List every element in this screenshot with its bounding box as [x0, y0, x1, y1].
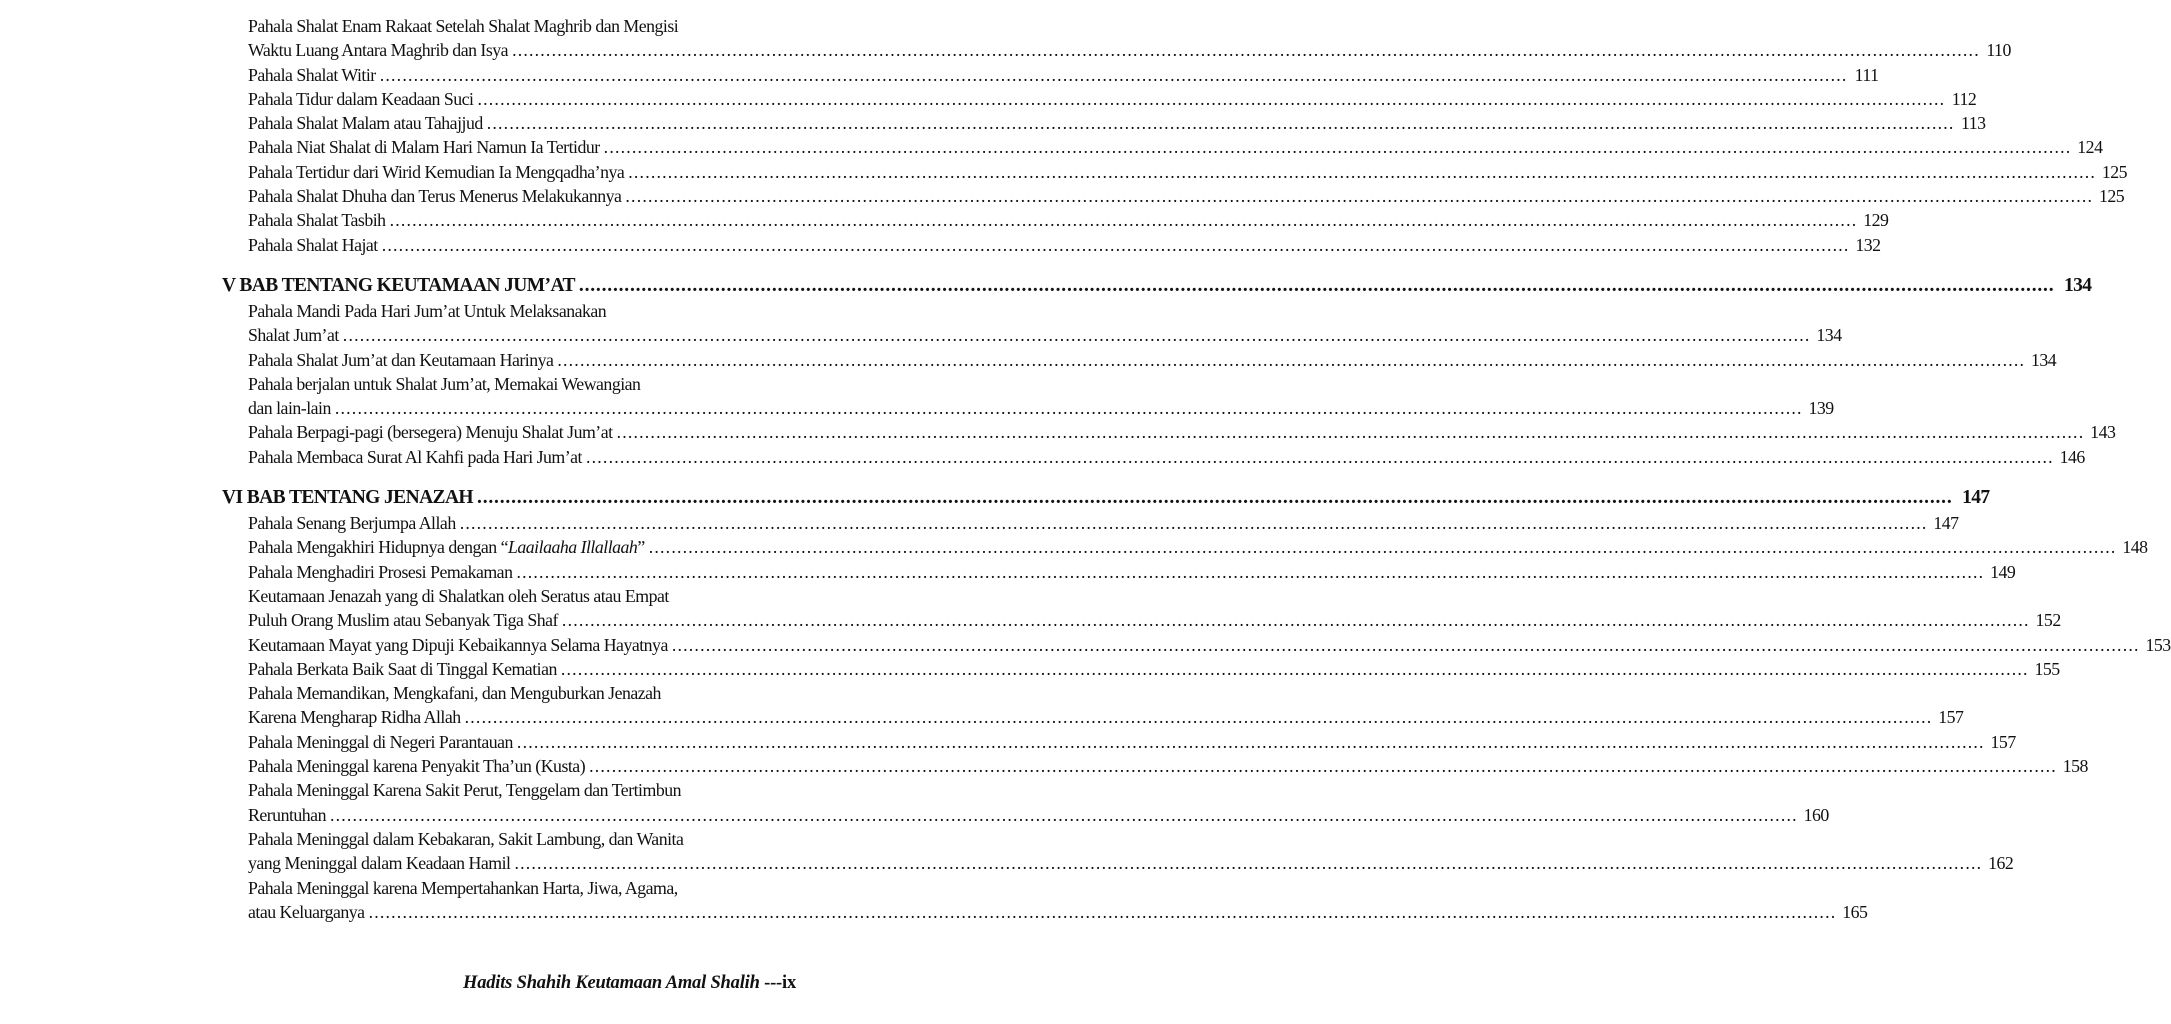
dot-leader: .................................................................................................................................................................................................................................................................... [560, 658, 2029, 679]
entry-page-number: 165 [1842, 901, 1868, 922]
heading-title: VI BAB TENTANG JENAZAH [222, 487, 474, 509]
entry-line [248, 900, 1868, 924]
entry-line [248, 160, 2128, 184]
footer-separator: --- [764, 973, 782, 993]
toc-section [222, 486, 2171, 924]
entry-line [248, 233, 1881, 257]
toc-entry[interactable] [248, 208, 1889, 232]
toc-section [222, 274, 2116, 469]
dot-leader: .................................................................................................................................................................................................................................................................... [625, 186, 2094, 207]
footer-book-title: Hadits Shahih Keutamaan Amal Shalih [463, 973, 760, 993]
entry-title: Reruntuhan [248, 804, 326, 825]
entry-line [248, 535, 2148, 559]
dot-leader: .................................................................................................................................................................................................................................................................... [586, 446, 2054, 467]
toc-entry[interactable] [248, 372, 1834, 421]
entry-line [248, 876, 795, 900]
dot-leader: .................................................................................................................................................................................................................................................................... [477, 88, 1946, 109]
entry-title: Pahala Shalat Hajat [248, 234, 378, 255]
entry-line [248, 63, 1879, 87]
toc-entry[interactable] [248, 754, 2088, 778]
toc-entry[interactable] [248, 233, 1881, 257]
entry-line [248, 705, 1964, 729]
toc-entry[interactable] [248, 299, 1842, 348]
entry-page-number: 157 [1990, 731, 2016, 752]
entry-line [248, 754, 2088, 778]
toc-entry[interactable] [248, 560, 2016, 584]
entry-title: Pahala Shalat Witir [248, 64, 376, 85]
toc-section [222, 14, 2128, 257]
toc-entry[interactable] [248, 420, 2116, 444]
entry-page-number: 147 [1933, 513, 1959, 534]
entry-title: Pahala Berpagi-pagi (bersegera) Menuju Shalat Jum’at [248, 422, 613, 443]
entry-line [248, 396, 1834, 420]
entry-page-number: 134 [2030, 349, 2057, 370]
dot-leader: .................................................................................................................................................................................................................................................................... [334, 398, 1803, 419]
dot-leader: .................................................................................................................................................................................................................................................................... [512, 40, 1980, 61]
entry-title: Pahala Meninggal Karena Sakit Perut, Tenggelam dan Tertimbun [248, 780, 681, 801]
toc-entry[interactable] [248, 535, 2148, 559]
entry-line [248, 299, 795, 323]
entry-title: Pahala Meninggal karena Mempertahankan Harta, Jiwa, Agama, [248, 877, 678, 898]
dot-leader: .................................................................................................................................................................................................................................................................... [557, 349, 2026, 370]
entry-line [248, 420, 2116, 444]
heading-page-number: 134 [2063, 274, 2092, 296]
entry-line [248, 372, 795, 396]
entry-line [248, 584, 795, 608]
toc-entry[interactable] [248, 14, 2011, 63]
entry-title: Pahala Niat Shalat di Malam Hari Namun Ia Tertidur [248, 137, 600, 158]
entry-line [248, 778, 795, 802]
entry-page-number: 134 [1816, 325, 1842, 346]
entry-title: Pahala Menghadiri Prosesi Pemakaman [248, 561, 513, 582]
toc-entry[interactable] [248, 135, 2103, 159]
entry-title: Waktu Luang Antara Maghrib dan Isya [248, 40, 509, 61]
entry-title: Pahala berjalan untuk Shalat Jum’at, Memakai Wewangian [248, 373, 641, 394]
entry-title: Pahala Mandi Pada Hari Jum’at Untuk Melaksanakan [248, 300, 607, 321]
dot-leader: .................................................................................................................................................................................................................................................................... [589, 756, 2057, 777]
entry-page-number: 132 [1855, 234, 1881, 255]
dot-leader: .................................................................................................................................................................................................................................................................... [329, 804, 1798, 825]
dot-leader: .................................................................................................................................................................................................................................................................... [516, 561, 1985, 582]
entry-page-number: 125 [2099, 186, 2125, 207]
entry-title: Pahala Berkata Baik Saat di Tinggal Kematian [248, 658, 557, 679]
entry-page-number: 162 [1988, 853, 2014, 874]
entry-title: Keutamaan Mayat yang Dipuji Kebaikannya Selama Hayatnya [248, 634, 668, 655]
entry-line [248, 208, 1889, 232]
entry-title: Pahala Shalat Jum’at dan Keutamaan Harinya [248, 349, 554, 370]
toc-entry[interactable] [248, 111, 1986, 135]
heading-line [222, 274, 2091, 300]
entry-page-number: 157 [1938, 707, 1964, 728]
dot-leader: .................................................................................................................................................................................................................................................................... [603, 137, 2072, 158]
footer-page-number: ix [782, 973, 796, 993]
entry-page-number: 155 [2034, 658, 2060, 679]
toc-entry[interactable] [248, 681, 1964, 730]
entry-page-number: 124 [2077, 137, 2103, 158]
italic-phrase: Laailaaha Illallaah [508, 537, 638, 558]
entry-line [248, 111, 1986, 135]
entry-title: Pahala Shalat Dhuha dan Terus Menerus Melakukannya [248, 186, 622, 207]
entry-line [248, 445, 2085, 469]
running-footer [418, 973, 796, 994]
dot-leader: .................................................................................................................................................................................................................................................................... [514, 853, 1983, 874]
chapter-heading[interactable] [222, 274, 2092, 300]
entry-page-number: 125 [2101, 161, 2128, 182]
toc-entry[interactable] [248, 445, 2085, 469]
entry-page-number: 149 [1990, 561, 2016, 582]
entry-line [248, 511, 1959, 535]
dot-leader: .................................................................................................................................................................................................................................................................... [616, 422, 2085, 443]
entry-page-number: 152 [2035, 610, 2061, 631]
toc-entry[interactable] [248, 511, 1959, 535]
entry-line [248, 803, 1829, 827]
heading-title: V BAB TENTANG KEUTAMAAN JUM’AT [222, 274, 575, 296]
entry-line [248, 135, 2103, 159]
entry-page-number: 110 [1986, 40, 2011, 61]
entry-title: Pahala Shalat Tasbih [248, 210, 386, 231]
entry-title: dan lain-lain [248, 398, 331, 419]
entry-page-number: 160 [1803, 804, 1829, 825]
entry-title: atau Keluarganya [248, 901, 365, 922]
dot-leader: .................................................................................................................................................................................................................................................................... [628, 161, 2097, 182]
entry-title: Pahala Shalat Enam Rakaat Setelah Shalat Maghrib dan Mengisi [248, 16, 679, 36]
entry-title: yang Meninggal dalam Keadaan Hamil [248, 853, 511, 874]
entry-title: Pahala Meninggal dalam Kebakaran, Sakit Lambung, dan Wanita [248, 828, 684, 849]
dot-leader: .................................................................................................................................................................................................................................................................... [648, 537, 2117, 558]
entry-line [248, 323, 1842, 347]
toc-entry[interactable] [248, 876, 1868, 925]
dot-leader: .................................................................................................................................................................................................................................................................... [381, 234, 1850, 255]
entry-line [248, 87, 1977, 111]
entry-title: Puluh Orang Muslim atau Sebanyak Tiga Shaf [248, 610, 558, 631]
toc-entry[interactable] [248, 778, 1829, 827]
entry-page-number: 158 [2062, 756, 2088, 777]
toc-entry[interactable] [248, 827, 2014, 876]
entry-title: Keutamaan Jenazah yang di Shalatkan oleh Seratus atau Empat [248, 585, 669, 606]
toc-entry[interactable] [248, 657, 2060, 681]
entry-line [248, 38, 2011, 62]
entry-page-number: 153 [2145, 634, 2171, 655]
toc-entry[interactable] [248, 633, 2171, 657]
toc-entry[interactable] [248, 160, 2128, 184]
table-of-contents [222, 14, 2171, 924]
entry-title: Pahala Tidur dalam Keadaan Suci [248, 88, 474, 109]
dot-leader: .................................................................................................................................................................................................................................................................... [389, 210, 1858, 231]
heading-line [222, 486, 1990, 512]
dot-leader: .................................................................................................................................................................................................................................................................... [379, 64, 1848, 85]
dot-leader: .................................................................................................................................................................................................................................................................... [486, 113, 1955, 134]
entry-title: Pahala Tertidur dari Wirid Kemudian Ia Mengqadha’nya [248, 161, 625, 182]
entry-title: Pahala Senang Berjumpa Allah [248, 513, 456, 534]
dot-leader: .................................................................................................................................................................................................................................................................... [342, 325, 1811, 346]
entry-title: Pahala Memandikan, Mengkafani, dan Menguburkan Jenazah [248, 683, 661, 704]
entry-line [248, 851, 2014, 875]
entry-title: Karena Mengharap Ridha Allah [248, 707, 461, 728]
entry-title: Pahala Membaca Surat Al Kahfi pada Hari Jum’at [248, 446, 582, 467]
entry-page-number: 111 [1854, 64, 1879, 85]
toc-entry[interactable] [248, 730, 2016, 754]
toc-entry[interactable] [248, 63, 1879, 87]
entry-page-number: 112 [1951, 88, 1977, 109]
dot-leader: .................................................................................................................................................................................................................................................................... [459, 513, 1928, 534]
dot-leader: .................................................................................................................................................................................................................................................................... [464, 707, 1933, 728]
entry-line [248, 657, 2060, 681]
entry-page-number: 129 [1863, 210, 1889, 231]
entry-page-number: 146 [2059, 446, 2085, 467]
toc-entry[interactable] [248, 184, 2125, 208]
entry-line [248, 730, 2016, 754]
dot-leader: .................................................................................................................................................................................................................................................................... [477, 487, 1953, 509]
dot-leader: .................................................................................................................................................................................................................................................................... [671, 634, 2140, 655]
chapter-heading[interactable] [222, 486, 1990, 512]
entry-line [248, 827, 795, 851]
entry-page-number: 139 [1808, 398, 1834, 419]
entry-line [248, 681, 795, 705]
entry-line [248, 348, 2057, 372]
heading-page-number: 147 [1962, 487, 1990, 509]
dot-leader: .................................................................................................................................................................................................................................................................... [368, 901, 1837, 922]
dot-leader: .................................................................................................................................................................................................................................................................... [516, 731, 1985, 752]
entry-line [248, 560, 2016, 584]
entry-title: Pahala Shalat Malam atau Tahajjud [248, 113, 483, 134]
entry-line [248, 14, 795, 38]
entry-page-number: 148 [2122, 537, 2148, 558]
entry-line [248, 184, 2125, 208]
toc-entry[interactable] [248, 584, 2061, 633]
dot-leader: .................................................................................................................................................................................................................................................................... [578, 274, 2055, 296]
toc-entry[interactable] [248, 87, 1977, 111]
entry-line [248, 633, 2171, 657]
entry-page-number: 113 [1961, 113, 1986, 134]
dot-leader: .................................................................................................................................................................................................................................................................... [561, 610, 2030, 631]
entry-title: Pahala Mengakhiri Hidupnya dengan “Laailaaha Illallaah” [248, 537, 645, 558]
entry-title: Shalat Jum’at [248, 325, 339, 346]
entry-line [248, 608, 2061, 632]
entry-title: Pahala Meninggal di Negeri Parantauan [248, 731, 513, 752]
toc-entry[interactable] [248, 348, 2057, 372]
entry-page-number: 143 [2090, 422, 2116, 443]
entry-title: Pahala Meninggal karena Penyakit Tha’un (Kusta) [248, 756, 586, 777]
